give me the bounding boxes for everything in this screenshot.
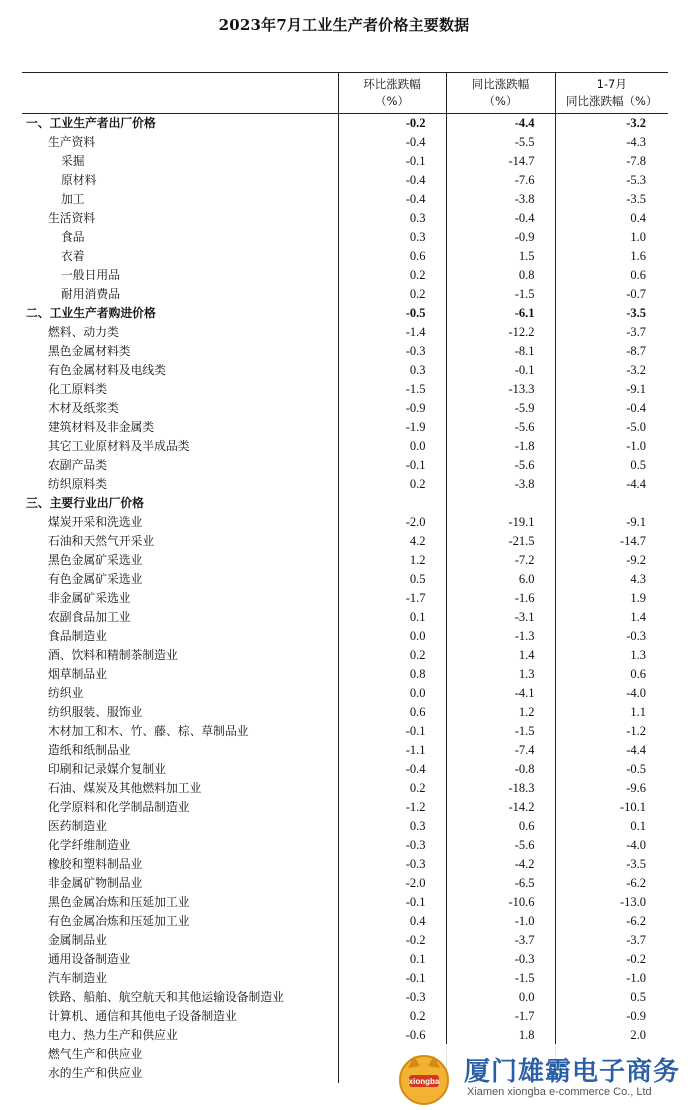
table-row (22, 551, 668, 570)
value-yoy: -1.5 (446, 722, 555, 741)
value-yoy: -3.7 (446, 931, 555, 950)
value-mom: -1.5 (338, 380, 446, 399)
row-label: 生活资料 (48, 211, 96, 225)
value-ytd: 1.6 (555, 247, 668, 266)
value-mom: -0.4 (338, 171, 446, 190)
table-row (22, 475, 668, 494)
header-mom-line2: （%） (375, 94, 409, 108)
value-ytd: 1.3 (555, 646, 668, 665)
value-ytd: -0.7 (555, 285, 668, 304)
page-title: 2023年7月工业生产者价格主要数据 (218, 16, 470, 34)
value-yoy: 0.8 (446, 266, 555, 285)
table-section-row (22, 494, 668, 513)
row-label: 加工 (61, 192, 85, 206)
row-label: 化工原料类 (48, 382, 107, 396)
value-mom: 0.1 (338, 608, 446, 627)
row-label: 耐用消费品 (61, 287, 120, 301)
value-mom: 0.2 (338, 1007, 446, 1026)
value-ytd: -4.4 (555, 741, 668, 760)
header-yoy-line2: （%） (483, 94, 518, 108)
value-mom: 0.4 (338, 912, 446, 931)
value-ytd: -9.1 (555, 380, 668, 399)
value-yoy: -1.5 (446, 969, 555, 988)
row-label: 煤炭开采和洗选业 (48, 515, 143, 529)
value-yoy: -5.5 (446, 133, 555, 152)
row-label: 一般日用品 (61, 268, 120, 282)
value-mom: 1.2 (338, 551, 446, 570)
value-yoy: 1.8 (446, 1026, 555, 1045)
row-label: 汽车制造业 (48, 971, 107, 985)
row-label: 化学纤维制造业 (48, 838, 131, 852)
value-yoy: 1.5 (446, 247, 555, 266)
value-yoy: 0.6 (446, 817, 555, 836)
table-row (22, 912, 668, 931)
value-mom: -0.2 (338, 114, 446, 134)
row-label: 金属制品业 (48, 933, 107, 947)
value-yoy: -6.5 (446, 874, 555, 893)
value-ytd: -3.5 (555, 190, 668, 209)
row-label: 石油、煤炭及其他燃料加工业 (48, 781, 202, 795)
value-mom: -0.3 (338, 988, 446, 1007)
value-mom: -0.1 (338, 893, 446, 912)
table-row (22, 380, 668, 399)
value-ytd: -14.7 (555, 532, 668, 551)
row-label: 铁路、船舶、航空航天和其他运输设备制造业 (48, 990, 284, 1004)
row-label: 纺织业 (48, 686, 84, 700)
row-label: 印刷和记录媒介复制业 (48, 762, 166, 776)
value-ytd: -1.2 (555, 722, 668, 741)
watermark-company-name: 厦门雄霸电子商务 (464, 1057, 681, 1087)
value-yoy: -1.3 (446, 627, 555, 646)
value-yoy: -4.2 (446, 855, 555, 874)
value-mom: -0.3 (338, 855, 446, 874)
value-ytd: -5.3 (555, 171, 668, 190)
row-label: 纺织原料类 (48, 477, 107, 491)
row-label: 橡胶和塑料制品业 (48, 857, 143, 871)
table-row (22, 760, 668, 779)
value-yoy: -5.6 (446, 836, 555, 855)
table-row (22, 893, 668, 912)
value-mom: -0.3 (338, 342, 446, 361)
value-ytd: -4.0 (555, 836, 668, 855)
row-label: 农副产品类 (48, 458, 107, 472)
row-label: 医药制造业 (48, 819, 107, 833)
value-yoy: -1.6 (446, 589, 555, 608)
table-row (22, 722, 668, 741)
value-ytd: -0.2 (555, 950, 668, 969)
value-ytd: 0.6 (555, 665, 668, 684)
value-mom: -1.1 (338, 741, 446, 760)
value-mom: 0.6 (338, 703, 446, 722)
value-ytd: -0.9 (555, 1007, 668, 1026)
value-ytd: -1.0 (555, 969, 668, 988)
row-label: 有色金属矿采选业 (48, 572, 143, 586)
value-mom: -0.5 (338, 304, 446, 323)
value-ytd: -6.2 (555, 874, 668, 893)
value-mom (338, 494, 446, 513)
value-yoy: -5.6 (446, 456, 555, 475)
value-ytd: 0.1 (555, 817, 668, 836)
table-row (22, 646, 668, 665)
value-mom: 0.2 (338, 646, 446, 665)
value-ytd: 0.4 (555, 209, 668, 228)
value-ytd: -3.5 (555, 304, 668, 323)
value-ytd: 1.0 (555, 228, 668, 247)
table-row (22, 285, 668, 304)
header-mom-line1: 环比涨跌幅 (363, 77, 421, 91)
header-mom (338, 73, 446, 114)
value-ytd: -5.0 (555, 418, 668, 437)
xiongba-badge-icon (396, 1050, 452, 1106)
table-row (22, 361, 668, 380)
value-ytd: -3.2 (555, 114, 668, 134)
value-yoy: -13.3 (446, 380, 555, 399)
row-label: 燃料、动力类 (48, 325, 119, 339)
value-mom: 0.3 (338, 228, 446, 247)
value-yoy: -5.6 (446, 418, 555, 437)
value-mom: -0.4 (338, 190, 446, 209)
value-yoy: -1.5 (446, 285, 555, 304)
watermark-logo (390, 1044, 688, 1110)
value-yoy: -0.3 (446, 950, 555, 969)
value-yoy: -0.1 (446, 361, 555, 380)
value-mom: 0.2 (338, 266, 446, 285)
watermark-company-english: Xiamen xiongba e-commerce Co., Ltd (467, 1086, 652, 1098)
table-row (22, 665, 668, 684)
value-yoy: -1.0 (446, 912, 555, 931)
table-header-row (22, 73, 668, 114)
row-label: 有色金属冶炼和压延加工业 (48, 914, 190, 928)
value-mom: -1.7 (338, 589, 446, 608)
value-ytd: -6.2 (555, 912, 668, 931)
value-ytd: 4.3 (555, 570, 668, 589)
row-label: 木材加工和木、竹、藤、棕、草制品业 (48, 724, 249, 738)
value-yoy: 1.3 (446, 665, 555, 684)
value-yoy: -7.2 (446, 551, 555, 570)
table-section-row (22, 114, 668, 134)
badge-text: xiongba (408, 1077, 440, 1086)
row-label: 采掘 (61, 154, 85, 168)
table-row (22, 627, 668, 646)
row-label: 计算机、通信和其他电子设备制造业 (48, 1009, 237, 1023)
table-row (22, 437, 668, 456)
table-row (22, 133, 668, 152)
value-mom: -1.4 (338, 323, 446, 342)
value-ytd: 0.5 (555, 988, 668, 1007)
value-yoy: -4.4 (446, 114, 555, 134)
value-mom: 0.2 (338, 285, 446, 304)
value-mom: 0.2 (338, 779, 446, 798)
value-yoy: -12.2 (446, 323, 555, 342)
value-yoy: -4.1 (446, 684, 555, 703)
table-body (22, 114, 668, 1084)
value-ytd: 1.1 (555, 703, 668, 722)
value-mom: 0.8 (338, 665, 446, 684)
value-mom: 4.2 (338, 532, 446, 551)
table-row (22, 988, 668, 1007)
value-ytd: -3.7 (555, 323, 668, 342)
value-mom: -0.1 (338, 969, 446, 988)
row-label: 通用设备制造业 (48, 952, 131, 966)
value-yoy: -1.8 (446, 437, 555, 456)
table-section-row (22, 304, 668, 323)
value-mom: -0.1 (338, 456, 446, 475)
value-mom: 0.3 (338, 209, 446, 228)
value-mom: 0.3 (338, 817, 446, 836)
table-row (22, 779, 668, 798)
row-label: 石油和天然气开采业 (48, 534, 155, 548)
value-yoy: -6.1 (446, 304, 555, 323)
table-row (22, 1026, 668, 1045)
value-yoy: 6.0 (446, 570, 555, 589)
value-ytd: -4.3 (555, 133, 668, 152)
value-ytd: -0.5 (555, 760, 668, 779)
value-yoy: -1.7 (446, 1007, 555, 1026)
value-mom: -0.1 (338, 722, 446, 741)
value-yoy: -0.9 (446, 228, 555, 247)
value-yoy: -3.8 (446, 475, 555, 494)
value-ytd: 0.5 (555, 456, 668, 475)
value-ytd: 2.0 (555, 1026, 668, 1045)
table-row (22, 228, 668, 247)
table-row (22, 703, 668, 722)
row-label: 有色金属材料及电线类 (48, 363, 166, 377)
table-row (22, 570, 668, 589)
table-row (22, 456, 668, 475)
value-yoy: 1.2 (446, 703, 555, 722)
value-yoy: -14.7 (446, 152, 555, 171)
value-mom: -0.6 (338, 1026, 446, 1045)
row-label: 酒、饮料和精制茶制造业 (48, 648, 178, 662)
value-mom: 0.1 (338, 950, 446, 969)
value-yoy: 1.4 (446, 646, 555, 665)
table-row (22, 266, 668, 285)
value-mom: 0.5 (338, 570, 446, 589)
header-yoy (446, 73, 555, 114)
row-label: 建筑材料及非金属类 (48, 420, 155, 434)
value-ytd: 1.4 (555, 608, 668, 627)
value-ytd: -0.4 (555, 399, 668, 418)
value-ytd: -9.2 (555, 551, 668, 570)
value-ytd (555, 494, 668, 513)
header-ytd-line2: 同比涨跌幅（%） (566, 94, 658, 108)
row-label: 三、主要行业出厂价格 (26, 496, 144, 510)
value-yoy: -10.6 (446, 893, 555, 912)
table-row (22, 171, 668, 190)
value-yoy: -18.3 (446, 779, 555, 798)
row-label: 生产资料 (48, 135, 96, 149)
value-mom: -1.2 (338, 798, 446, 817)
row-label: 一、工业生产者出厂价格 (26, 116, 156, 130)
value-yoy: -14.2 (446, 798, 555, 817)
value-yoy (446, 494, 555, 513)
table-row (22, 874, 668, 893)
row-label: 燃气生产和供应业 (48, 1047, 143, 1061)
table-row (22, 247, 668, 266)
header-yoy-line1: 同比涨跌幅 (471, 77, 530, 91)
header-ytd-line1: 1-7月 (596, 77, 627, 91)
value-ytd: -9.6 (555, 779, 668, 798)
value-yoy: -7.4 (446, 741, 555, 760)
table-row (22, 969, 668, 988)
table-row (22, 855, 668, 874)
row-label: 水的生产和供应业 (48, 1066, 143, 1080)
row-label: 纺织服装、服饰业 (48, 705, 143, 719)
value-yoy: -3.8 (446, 190, 555, 209)
table-row (22, 209, 668, 228)
value-mom: -0.4 (338, 133, 446, 152)
value-mom: -0.2 (338, 931, 446, 950)
table-row (22, 798, 668, 817)
row-label: 黑色金属矿采选业 (48, 553, 143, 567)
value-ytd: -3.5 (555, 855, 668, 874)
row-label: 黑色金属冶炼和压延加工业 (48, 895, 190, 909)
table-row (22, 342, 668, 361)
table-row (22, 950, 668, 969)
value-mom: -2.0 (338, 513, 446, 532)
table-row (22, 152, 668, 171)
header-ytd (555, 73, 668, 114)
row-label: 食品 (61, 230, 85, 244)
table-row (22, 836, 668, 855)
table-row (22, 190, 668, 209)
value-ytd: 1.9 (555, 589, 668, 608)
value-ytd: -3.2 (555, 361, 668, 380)
table-row (22, 532, 668, 551)
value-yoy: -19.1 (446, 513, 555, 532)
row-label: 衣着 (61, 249, 85, 263)
value-mom: 0.3 (338, 361, 446, 380)
value-mom: -2.0 (338, 874, 446, 893)
table-row (22, 931, 668, 950)
value-mom: -0.1 (338, 152, 446, 171)
row-label: 黑色金属材料类 (48, 344, 131, 358)
value-yoy: 0.0 (446, 988, 555, 1007)
table-row (22, 741, 668, 760)
value-ytd: -4.0 (555, 684, 668, 703)
row-label: 烟草制品业 (48, 667, 107, 681)
header-label-column (22, 73, 338, 114)
row-label: 二、工业生产者购进价格 (26, 306, 156, 320)
row-label: 其它工业原材料及半成品类 (48, 439, 190, 453)
value-ytd: -1.0 (555, 437, 668, 456)
value-ytd: -3.7 (555, 931, 668, 950)
value-ytd: -0.3 (555, 627, 668, 646)
table-row (22, 399, 668, 418)
table-row (22, 418, 668, 437)
value-mom: -0.9 (338, 399, 446, 418)
value-yoy: -0.4 (446, 209, 555, 228)
value-ytd: -8.7 (555, 342, 668, 361)
value-ytd: -10.1 (555, 798, 668, 817)
value-mom: -0.3 (338, 836, 446, 855)
value-mom: 0.0 (338, 437, 446, 456)
value-ytd: -4.4 (555, 475, 668, 494)
row-label: 造纸和纸制品业 (48, 743, 131, 757)
row-label: 非金属矿物制品业 (48, 876, 143, 890)
table-row (22, 684, 668, 703)
value-ytd: 0.6 (555, 266, 668, 285)
value-mom: 0.0 (338, 684, 446, 703)
row-label: 食品制造业 (48, 629, 107, 643)
table-row (22, 608, 668, 627)
value-yoy: -0.8 (446, 760, 555, 779)
value-mom: -1.9 (338, 418, 446, 437)
table-row (22, 1007, 668, 1026)
value-ytd: -13.0 (555, 893, 668, 912)
value-yoy: -7.6 (446, 171, 555, 190)
row-label: 农副食品加工业 (48, 610, 131, 624)
table-row (22, 817, 668, 836)
value-ytd: -7.8 (555, 152, 668, 171)
row-label: 电力、热力生产和供应业 (48, 1028, 178, 1042)
value-yoy: -5.9 (446, 399, 555, 418)
table-row (22, 323, 668, 342)
value-mom: 0.0 (338, 627, 446, 646)
value-mom: 0.2 (338, 475, 446, 494)
value-yoy: -21.5 (446, 532, 555, 551)
value-mom: 0.6 (338, 247, 446, 266)
price-data-table (22, 72, 668, 1083)
value-ytd: -9.1 (555, 513, 668, 532)
value-mom: -0.4 (338, 760, 446, 779)
row-label: 木材及纸浆类 (48, 401, 119, 415)
table-row (22, 513, 668, 532)
table-row (22, 589, 668, 608)
row-label: 非金属矿采选业 (48, 591, 131, 605)
value-yoy: -8.1 (446, 342, 555, 361)
row-label: 原材料 (61, 173, 97, 187)
row-label: 化学原料和化学制品制造业 (48, 800, 190, 814)
value-yoy: -3.1 (446, 608, 555, 627)
